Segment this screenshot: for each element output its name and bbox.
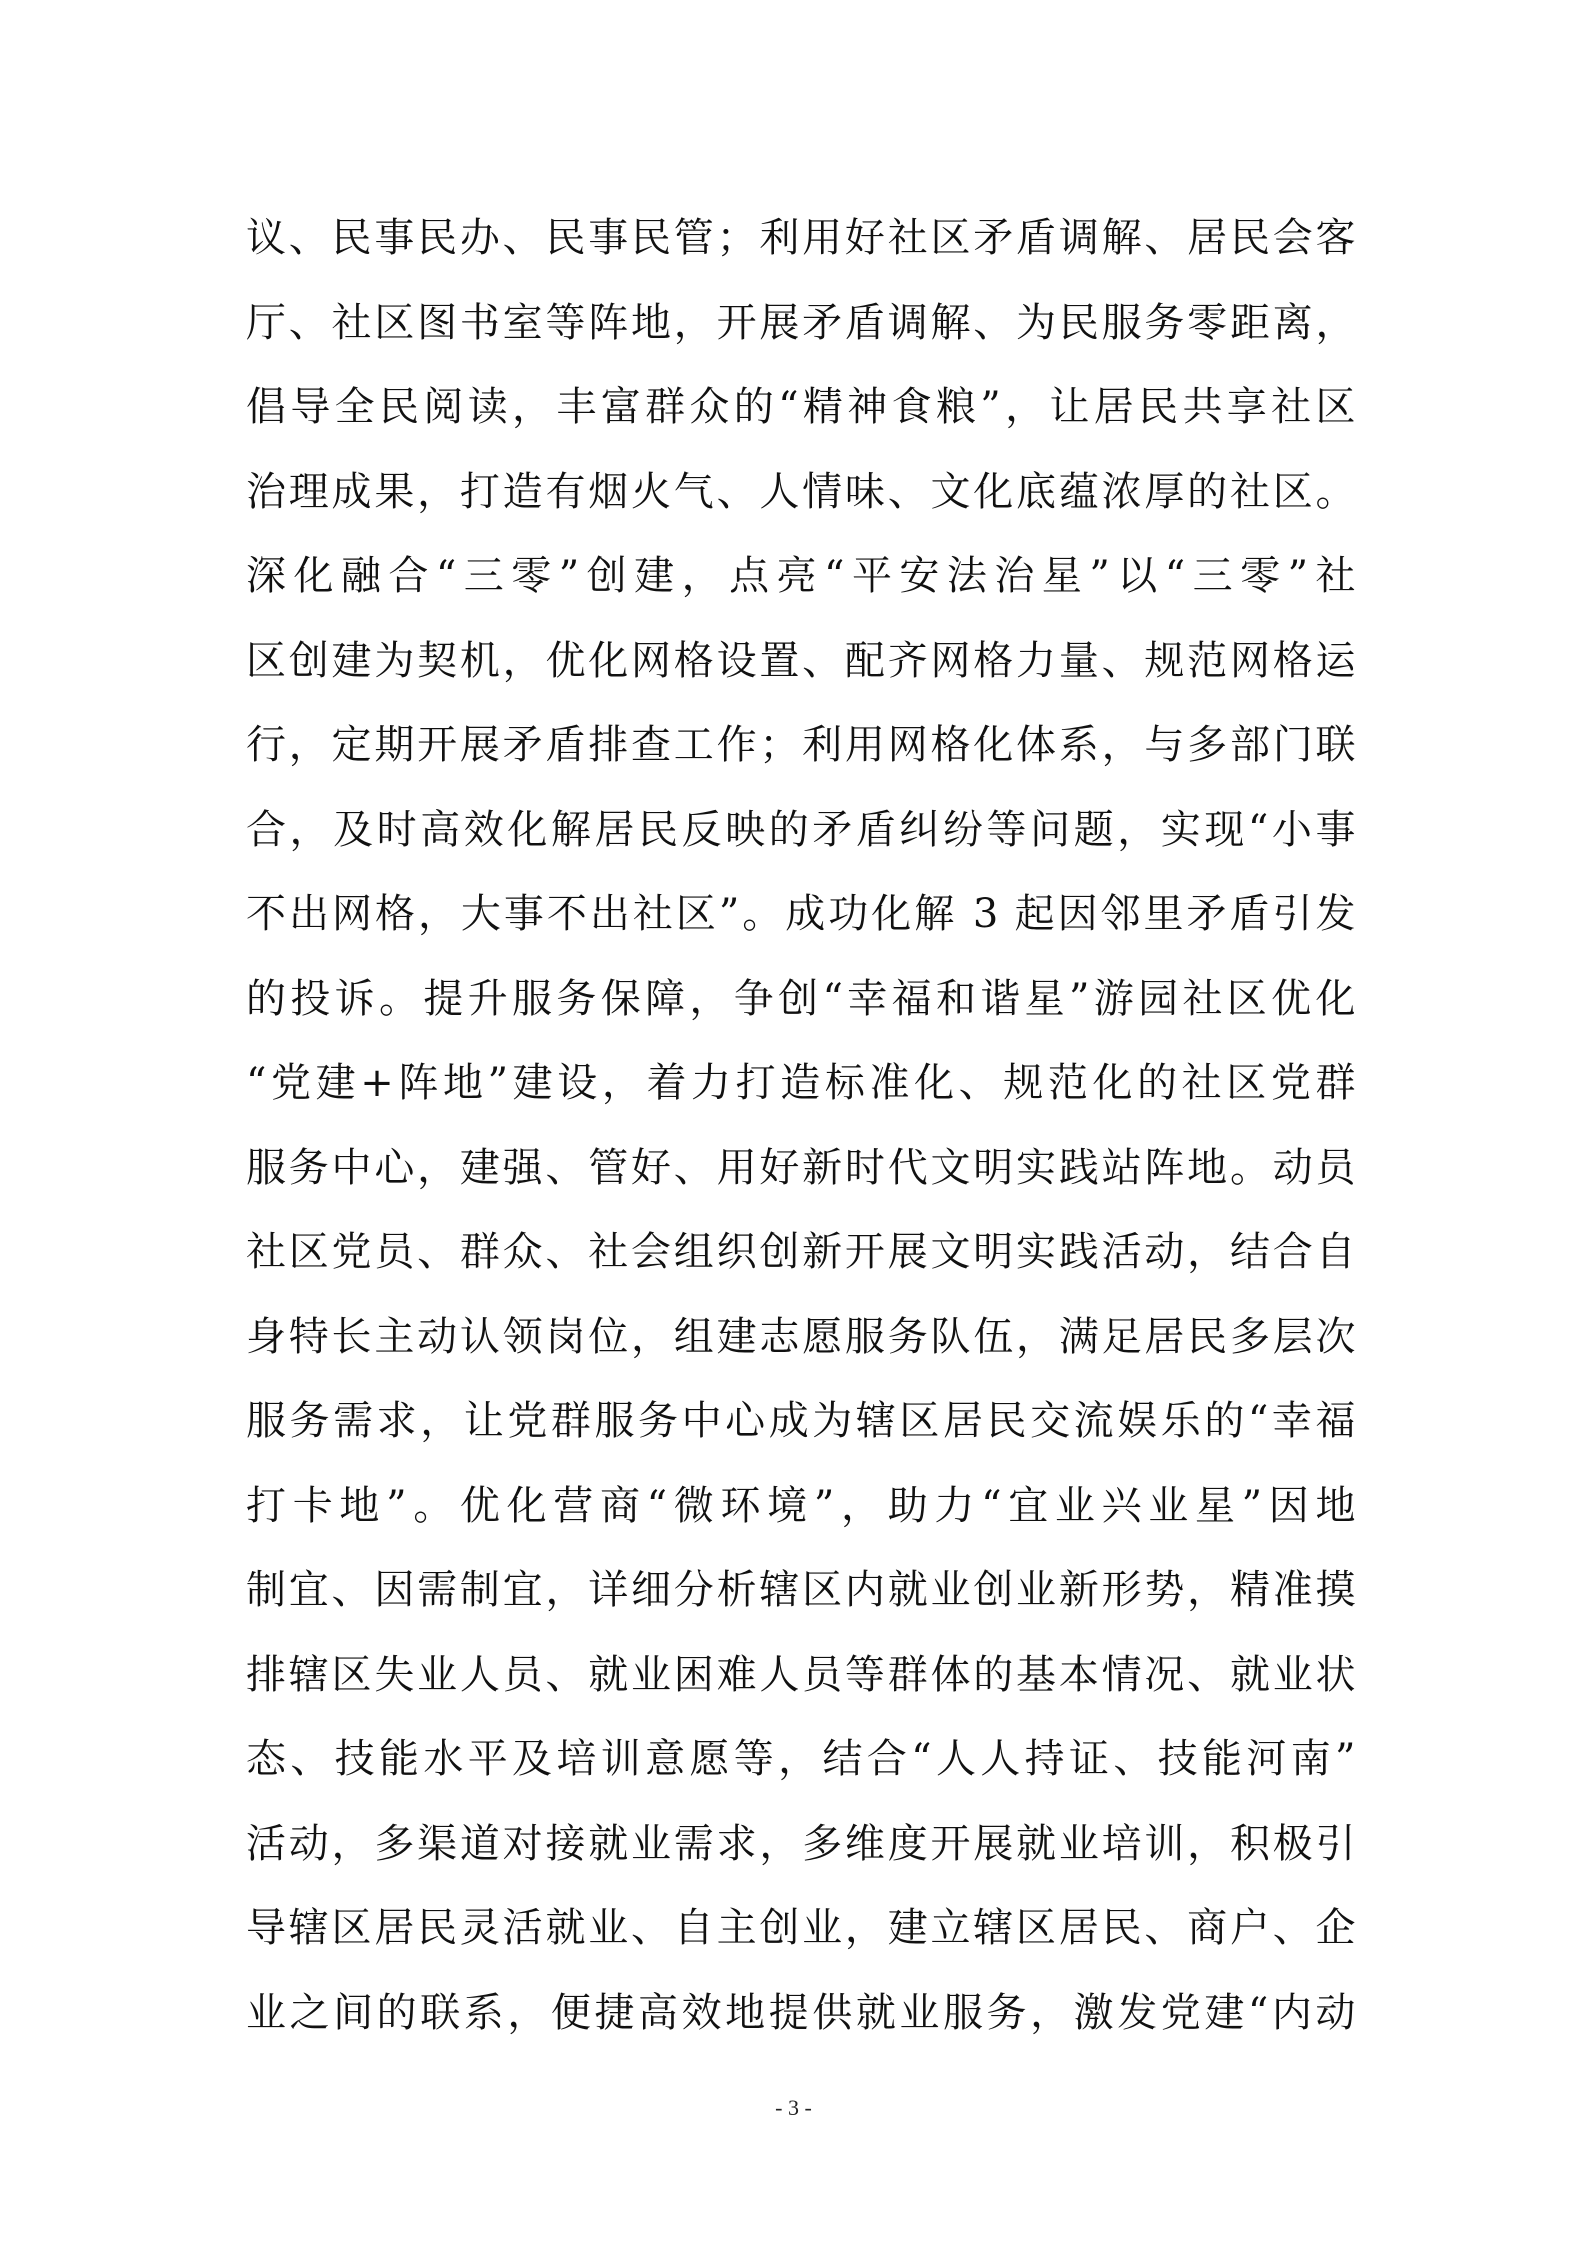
text-line-6: 区创建为契机，优化网格设置、配齐网格力量、规范网格运 (246, 637, 1356, 684)
text-line-4: 治理成果，打造有烟火气、人情味、文化底蕴浓厚的社区。 (246, 468, 1356, 515)
text-line-10: 的投诉。提升服务保障，争创“幸福和谐星”游园社区优化 (246, 975, 1356, 1022)
text-line-8: 合，及时高效化解居民反映的矛盾纠纷等问题，实现“小事 (246, 806, 1356, 853)
text-line-7: 行，定期开展矛盾排查工作；利用网格化体系，与多部门联 (246, 722, 1356, 768)
text-line-14: 身特长主动认领岗位，组建志愿服务队伍，满足居民多层次 (246, 1313, 1356, 1360)
text-line-11: “党建+阵地”建设，着力打造标准化、规范化的社区党群 (246, 1060, 1356, 1106)
text-line-3: 倡导全民阅读，丰富群众的“精神食粮”，让居民共享社区 (246, 384, 1356, 430)
text-line-20: 活动，多渠道对接就业需求，多维度开展就业培训，积极引 (246, 1820, 1356, 1867)
page-number: - 3 - (775, 2095, 812, 2120)
text-line-21: 导辖区居民灵活就业、自主创业，建立辖区居民、商户、企 (246, 1905, 1356, 1951)
text-line-1: 议、民事民办、民事民管；利用好社区矛盾调解、居民会客 (246, 215, 1356, 261)
text-line-19: 态、技能水平及培训意愿等，结合“人人持证、技能河南” (246, 1736, 1356, 1782)
body-text (246, 196, 1356, 2055)
text-line-16: 打卡地”。优化营商“微环境”，助力“宜业兴业星”因地 (246, 1482, 1356, 1529)
text-line-12: 服务中心，建强、管好、用好新时代文明实践站阵地。动员 (246, 1144, 1356, 1191)
text-line-13: 社区党员、群众、社会组织创新开展文明实践活动，结合自 (246, 1229, 1356, 1275)
text-line-2: 厅、社区图书室等阵地，开展矛盾调解、为民服务零距离， (246, 299, 1356, 346)
text-line-9: 不出网格，大事不出社区”。成功化解 3 起因邻里矛盾引发 (246, 891, 1356, 937)
text-line-22: 业之间的联系，便捷高效地提供就业服务，激发党建“内动 (246, 1989, 1356, 2036)
text-line-5: 深化融合“三零”创建，点亮“平安法治星”以“三零”社 (246, 553, 1356, 599)
text-line-17: 制宜、因需制宜，详细分析辖区内就业创业新形势，精准摸 (246, 1567, 1356, 1613)
text-line-15: 服务需求，让党群服务中心成为辖区居民交流娱乐的“幸福 (246, 1398, 1356, 1444)
text-line-18: 排辖区失业人员、就业困难人员等群体的基本情况、就业状 (246, 1651, 1356, 1698)
